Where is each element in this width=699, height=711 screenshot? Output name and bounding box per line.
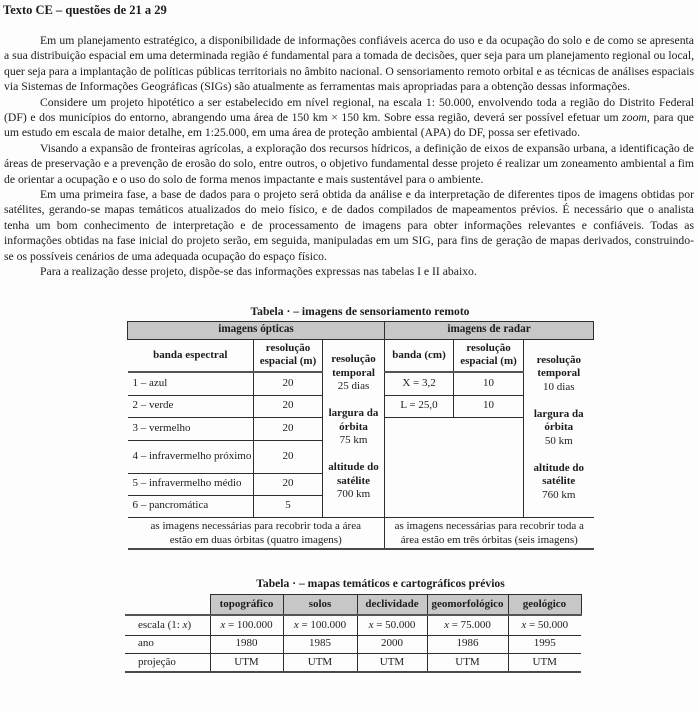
radar-spec-temporal: resolução temporal 10 dias [536, 353, 581, 393]
radar-spec-altitude: altitude do satélite 760 km [533, 461, 584, 501]
radar-col-header-band: banda (cm) [385, 339, 454, 372]
optical-group-header: imagens ópticas [128, 321, 385, 339]
projecao-geologico: UTM [508, 653, 581, 672]
radar-band-1: L = 25,0 [385, 395, 454, 417]
table2-previous-maps [125, 594, 582, 674]
table2-col-declividade: declividade [357, 594, 427, 615]
ano-geologico: 1995 [508, 635, 581, 653]
table1-section [127, 305, 593, 550]
optical-band-0: 1 – azul [128, 372, 254, 395]
projecao-solos: UTM [283, 653, 357, 672]
paragraph-4: Em uma primeira fase, a base de dados para o projeto será obtida da análise e da interpretação de diferentes tipos de imagens obtidas por satélites, gerando-se mapas temáticos atualizados do meio físico, e de dados compilados de mapeamentos prévios. É necessário que o analista tenha um bom conhecimento de interpretação e de processamento de imagens para obter informações relevantes e confiáveis. Todas as informações obtidas na fase inicial do projeto serão, em seguida, manipuladas em um SIG, para fins de geração de mapas derivados, construindo-se os possíveis cenários de uma adequada ocupação do espaço físico. [4, 188, 694, 263]
optical-band-5: 6 – pancromática [128, 495, 254, 517]
table2-col-geomorfologico: geomorfológico [427, 594, 508, 615]
ano-solos: 1985 [283, 635, 357, 653]
table2-label-projecao: projeção [125, 653, 210, 672]
optical-band-3: 4 – infravermelho próximo [128, 440, 254, 473]
optical-res-0: 20 [254, 372, 323, 395]
paragraph-1: Em um planejamento estratégico, a disponibilidade de informações confiáveis acerca do uso e da ocupação do solo e de como se apresenta a sua distribuição espacial em uma determinada região é fundamental para a tomada de decisões, quer seja para um planejamento regional ou local, quer seja para a implantação de políticas públicas territoriais no âmbito nacional. O sensoriamento remoto orbital e as técnicas de análises espaciais via Sistemas de Informações Geográficas (SIGs) são atualmente as ferramentas mais apropriadas para a obtenção dessas informações. [4, 34, 694, 94]
optical-col-header-resolution: resolução espacial (m) [254, 339, 323, 372]
radar-spec-swath: largura da órbita 50 km [533, 407, 584, 447]
optical-footnote: as imagens necessárias para recobrir toda a área estão em duas órbitas (quatro imagens) [128, 517, 385, 549]
optical-res-4: 20 [254, 473, 323, 495]
paragraph-2 [4, 95, 694, 141]
table2-label-escala: escala (1: x) [125, 615, 210, 635]
table-row [125, 615, 581, 635]
escala-geologico: x = 50.000 [508, 615, 581, 635]
ano-declividade: 2000 [357, 635, 427, 653]
radar-group-header: imagens de radar [385, 321, 594, 339]
paragraph-5: Para a realização desse projeto, dispõe-se das informações expressas nas tabelas I e II abaixo. [40, 265, 477, 279]
optical-res-2: 20 [254, 417, 323, 440]
optical-band-1: 2 – verde [128, 395, 254, 417]
table2-col-geologico: geológico [508, 594, 581, 615]
projecao-topografico: UTM [210, 653, 283, 672]
radar-col-header-resolution: resolução espacial (m) [454, 339, 524, 372]
table2-col-solos: solos [283, 594, 357, 615]
paragraph-2-post: , para que um estudo em escala de maior detalhe, em 1:25.000, em uma área de proteção ambiental (APA) do DF, possa ser efetivado. [4, 111, 694, 140]
table1-remote-sensing [127, 321, 594, 550]
optical-band-2: 3 – vermelho [128, 417, 254, 440]
optical-spec-swath: largura da órbita 75 km [328, 407, 379, 447]
paragraph-2-pre: Considere um projeto hipotético a ser estabelecido em nível regional, na escala 1: 50.000, envolvendo toda a região do Distrito Federal (DF) e dos municípios do entorno, abrangendo uma área de 150 km × 150 km. Sobre essa região, deverá ser possível efetuar um [4, 95, 694, 125]
escala-topografico: x = 100.000 [210, 615, 283, 635]
optical-spec-altitude: altitude do satélite 700 km [328, 461, 379, 501]
paragraph-3: Visando a expansão de fronteiras agrícolas, a exploração dos recursos hídricos, a definição de eixos de expansão urbana, a identificação de áreas de preservação e a prevenção de erosão do solo, entre outros, o objetivo fundamental desse projeto é realizar um zoneamento ambiental a fim de orientar a ocupação e o uso do solo de forma menos impactante e mais sustentável para o ambiente. [4, 141, 694, 186]
optical-res-5: 5 [254, 495, 323, 517]
ano-geomorfologico: 1986 [427, 635, 508, 653]
table-row [125, 635, 581, 653]
ano-topografico: 1980 [210, 635, 283, 653]
radar-footnote: as imagens necessárias para recobrir toda a área estão em três órbitas (seis imagens) [385, 517, 594, 549]
escala-declividade: x = 50.000 [357, 615, 427, 635]
table2-corner-cell [125, 594, 210, 615]
projecao-geomorfologico: UTM [427, 653, 508, 672]
escala-solos: x = 100.000 [283, 615, 357, 635]
table2-section [125, 577, 581, 674]
radar-band-0: X = 3,2 [385, 372, 454, 395]
table2-label-ano: ano [125, 635, 210, 653]
table2-col-topografico: topográfico [210, 594, 283, 615]
radar-res-0: 10 [454, 372, 524, 395]
radar-empty-area [385, 417, 524, 517]
body-text [4, 33, 694, 280]
escala-geomorfologico: x = 75.000 [427, 615, 508, 635]
optical-res-3: 20 [254, 440, 323, 473]
optical-res-1: 20 [254, 395, 323, 417]
optical-col-header-band: banda espectral [128, 339, 254, 372]
optical-spec-temporal: resolução temporal 25 dias [331, 353, 376, 393]
table1-caption: Tabela · – imagens de sensoriamento remoto [250, 304, 470, 318]
document-title: Texto CE – questões de 21 a 29 [3, 3, 167, 17]
zoom-italic-word: zoom [622, 111, 647, 125]
radar-res-1: 10 [454, 395, 524, 417]
optical-specs-cell [323, 339, 385, 517]
projecao-declividade: UTM [357, 653, 427, 672]
radar-specs-cell [524, 339, 594, 517]
table-row [125, 653, 581, 672]
table2-caption: Tabela · – mapas temáticos e cartográficos prévios [256, 576, 505, 590]
optical-band-4: 5 – infravermelho médio [128, 473, 254, 495]
